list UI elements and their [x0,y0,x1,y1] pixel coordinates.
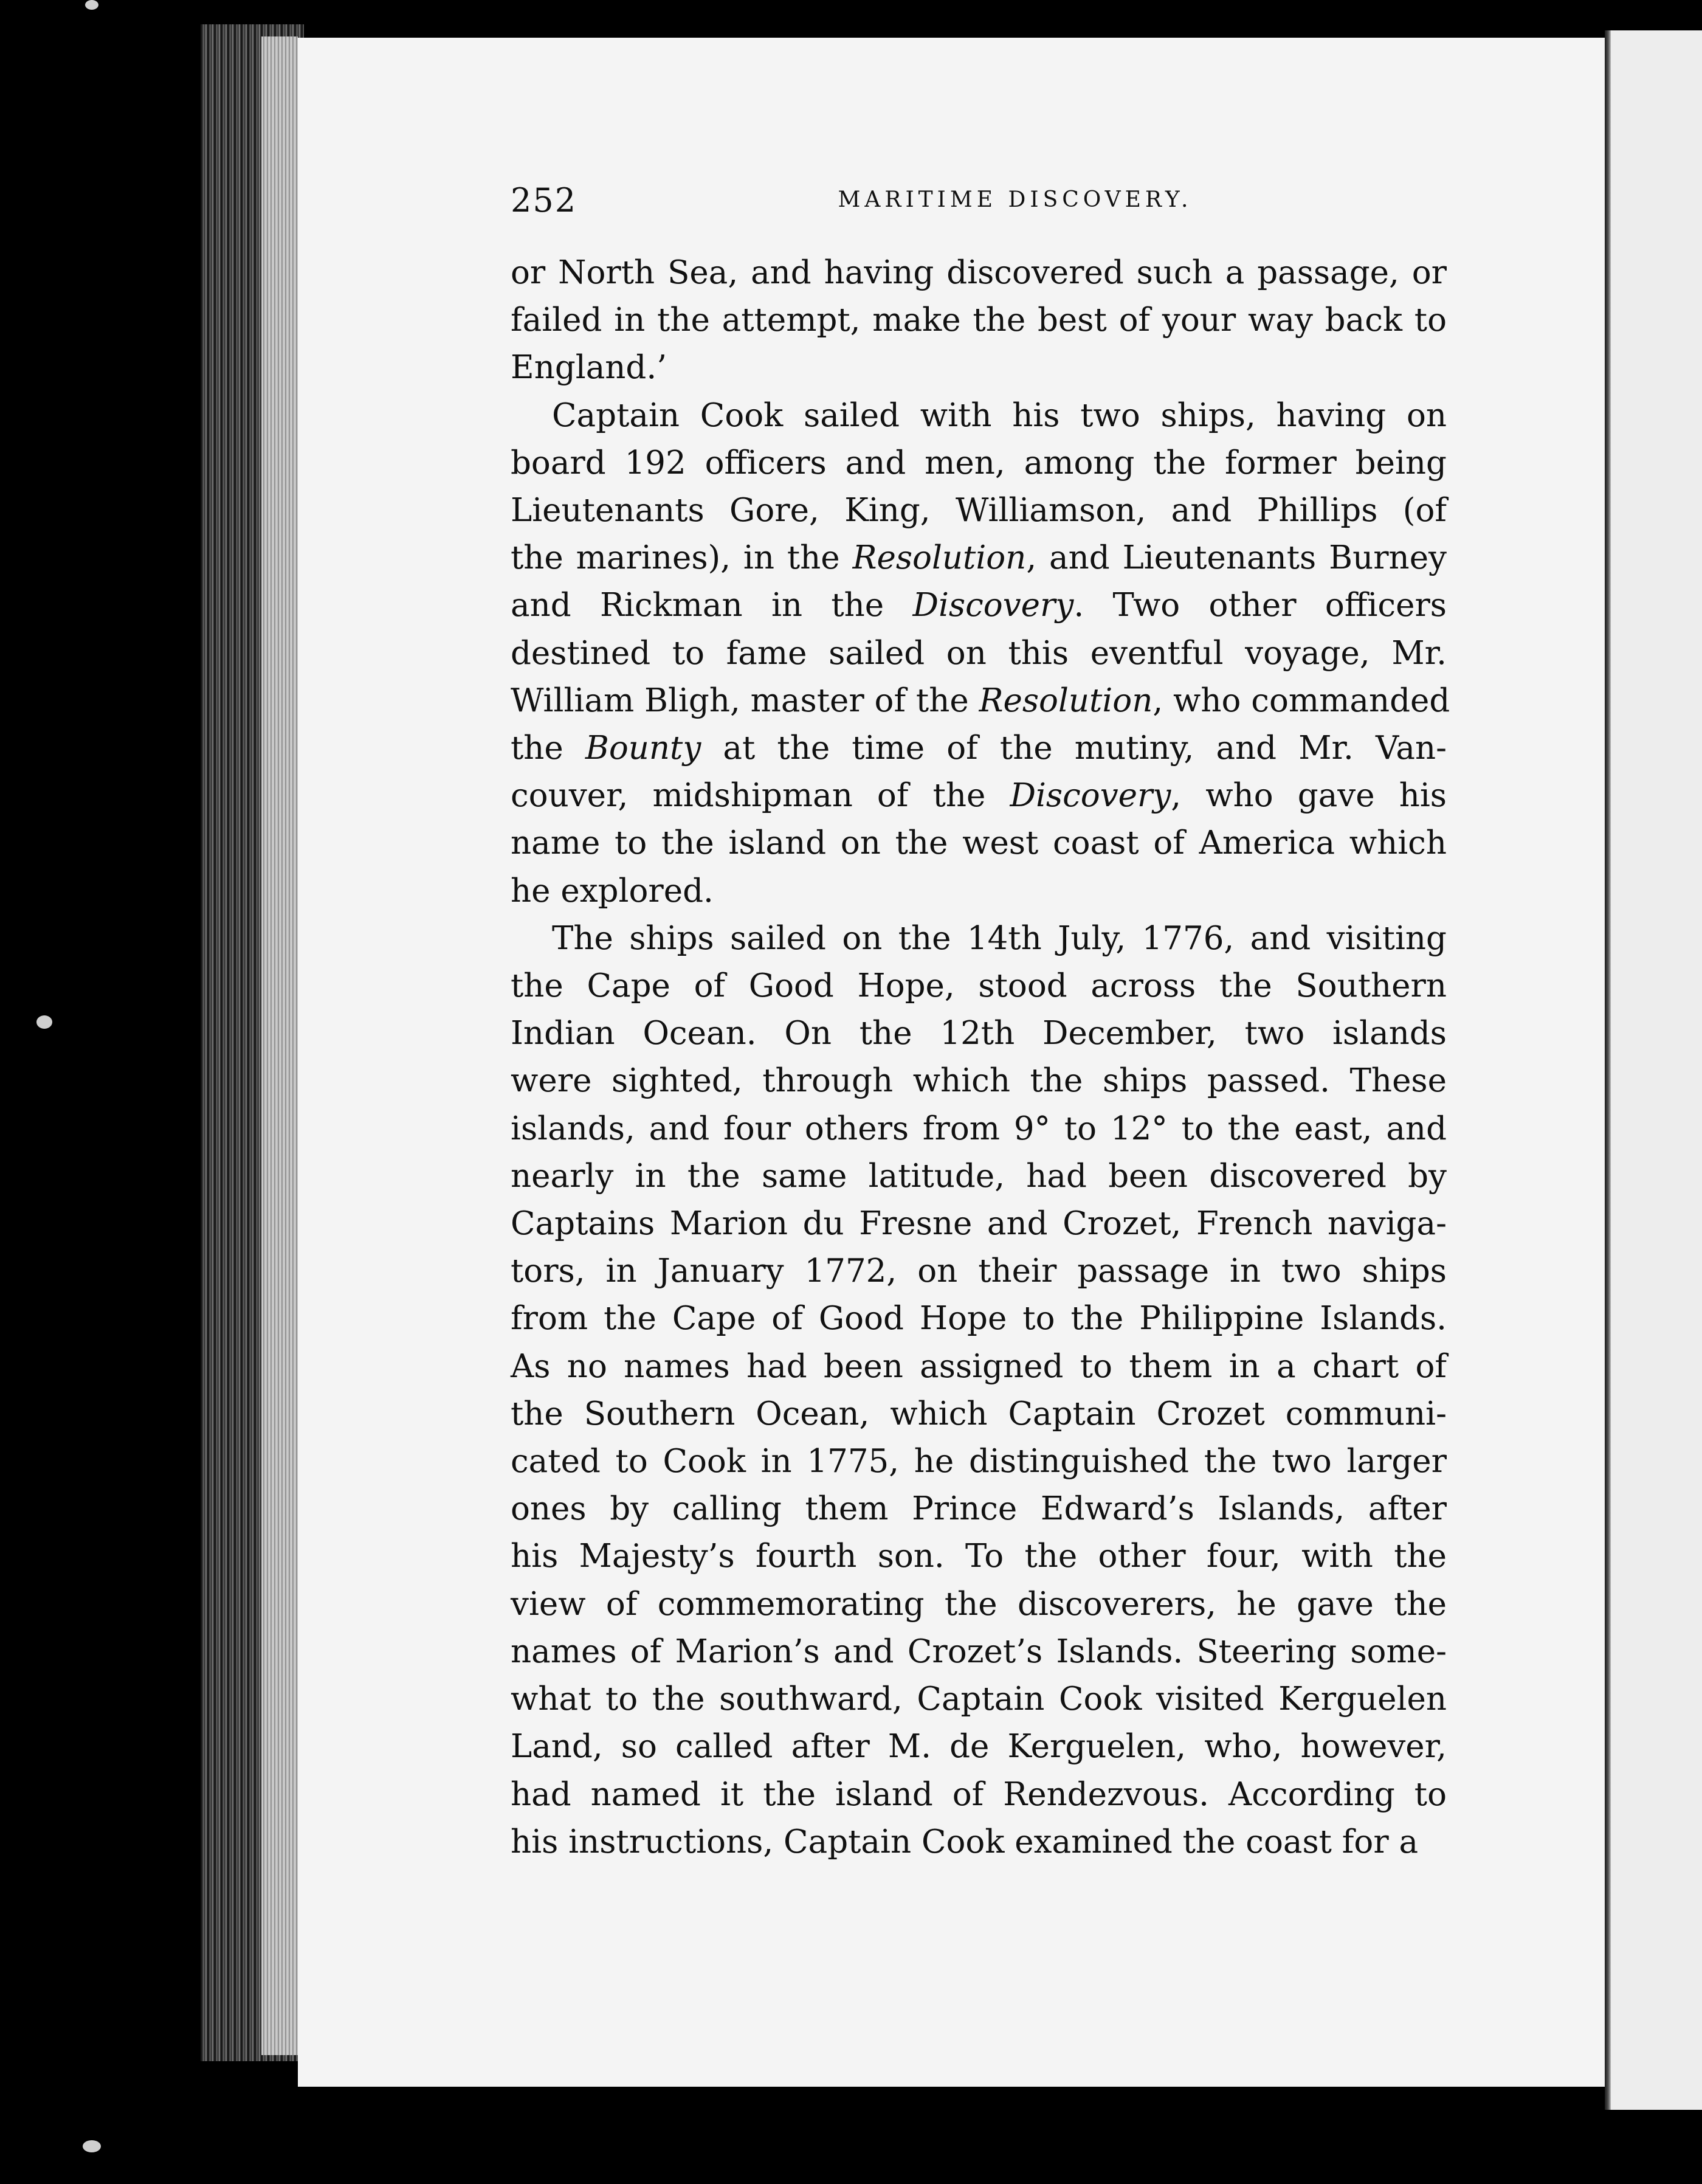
text-line: and Rickman in the Discovery. Two other officers [511,587,1447,624]
text-line: cated to Cook in 1775, he distinguished the two larger [511,1443,1447,1481]
text-line: his Majesty’s fourth son. To the other four, with the [511,1538,1447,1575]
text-line: Captain Cook sailed with his two ships, having on [552,396,1447,434]
text-line: had named it the island of Rendezvous. According to [511,1775,1447,1813]
text-line: from the Cape of Good Hope to the Philippine Islands. [511,1300,1447,1338]
text-line: the Cape of Good Hope, stood across the Southern [511,967,1447,1005]
text-line: islands, and four others from 9° to 12° to the east, and [511,1110,1447,1147]
italic-ship-name: Resolution [852,539,1027,577]
scan-speck [83,2140,101,2152]
facing-page-edge [1605,30,1702,2110]
text-line: name to the island on the west coast of America which [511,824,1447,862]
text-line: the Bounty at the time of the mutiny, and Mr. Van- [511,730,1447,767]
italic-ship-name: Resolution [979,682,1153,719]
paragraph [511,915,1447,1866]
text-line: The ships sailed on the 14th July, 1776, and visiting [552,919,1447,957]
text-line: nearly in the same latitude, had been discovered by [511,1157,1447,1195]
text-line: Indian Ocean. On the 12th December, two islands [511,1015,1447,1052]
text-line: board 192 officers and men, among the former being [511,444,1447,482]
text-line: failed in the attempt, make the best of your way back to [511,302,1447,339]
body-text [511,249,1450,1866]
running-head: MARITIME DISCOVERY. [838,187,1193,212]
scan-speck [85,0,98,10]
text-line: names of Marion’s and Crozet’s Islands. Steering some- [511,1633,1447,1670]
scan-speck [36,1015,52,1029]
text-line: ones by calling them Prince Edward’s Islands, after [511,1490,1447,1528]
text-line: view of commemorating the discoverers, he gave the [511,1585,1447,1623]
italic-ship-name: Discovery [912,587,1074,624]
italic-ship-name: Discovery [1010,777,1171,815]
page-number: 252 [511,181,577,219]
text-line: As no names had been assigned to them in a chart of [511,1347,1447,1385]
text-line: what to the southward, Captain Cook visited Kerguelen [511,1681,1447,1718]
text-line: tors, in January 1772, on their passage in two ships [511,1253,1447,1290]
text-line: destined to fame sailed on this eventful voyage, Mr. [511,634,1447,672]
text-line: his instructions, Captain Cook examined the coast for a [511,1823,1419,1861]
text-line: or North Sea, and having discovered such a passage, or [511,254,1447,291]
page-header [511,181,1447,224]
text-line: were sighted, through which the ships passed. These [511,1062,1447,1100]
paragraph [511,249,1447,392]
page-gutter [1605,30,1611,2110]
italic-ship-name: Bounty [585,730,701,767]
text-line: the Southern Ocean, which Captain Crozet communi- [511,1395,1447,1432]
text-line: Captains Marion du Fresne and Crozet, French naviga- [511,1205,1447,1243]
text-line: couver, midshipman of the Discovery, who gave his [511,777,1447,815]
book-page-edges-highlight [261,36,298,2055]
text-line: England.’ [511,349,667,387]
text-line: the marines), in the Resolution, and Lieutenants Burney [511,539,1447,577]
text-line: he explored. [511,872,714,910]
paragraph [511,392,1450,915]
text-line: Lieutenants Gore, King, Williamson, and Phillips (of [511,492,1447,530]
text-line: William Bligh, master of the Resolution, who commanded [511,682,1450,719]
text-line: Land, so called after M. de Kerguelen, who, however, [511,1728,1447,1766]
